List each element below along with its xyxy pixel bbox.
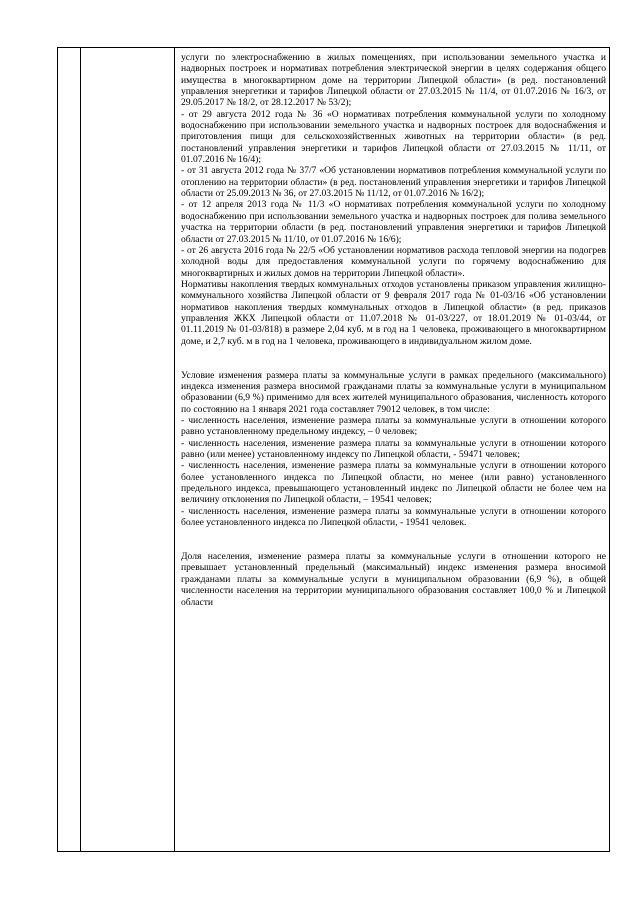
spacer (181, 347, 606, 358)
paragraph-cold-water-irrigation: - от 12 апреля 2013 года № 11/3 «О нормативах потребления коммунальной услуги по холодному водоснабжению при использовании земельного участка и надворных построек для полива земельного участка на территории области (в ред. постановлений управления энергетики и тарифов Липецкой области от 27.03.2015 № 11/10, от 01.07.2016 № 16/6); (181, 199, 606, 245)
paragraph-population-above-regional: - численность населения, изменение размера платы за коммунальные услуги в отношении которого более установленного индекса по Липецкой области, - 19541 человек. (181, 505, 606, 529)
paragraph-index-condition: Условие изменения размера платы за коммунальные услуги в рамках предельного (максимального) индекса изменения размера вносимой гражданами платы за коммунальные услуги в муниципальном образовании (6,9 %) применимо для всех жителей муниципального образования, численность которого по состоянию на 1 января 2021 года составляет 79012 человек, в том числе: (181, 369, 606, 415)
paragraph-population-between: - численность населения, изменение размера платы за коммунальные услуги в отношении которого более установленного индекса по Липецкой области, но менее (или равно) установленного предельного индекса, превышающего установленный индекс по Липецкой области не более чем на величину отклонения по Липецкой области, – 19541 человек; (181, 460, 606, 506)
spacer (181, 540, 606, 551)
paragraph-cold-water-livestock: - от 29 августа 2012 года № 36 «О нормативах потребления коммунальной услуги по холодному водоснабжению при использовании земельного участка и надворных построек для водоснабжения и приготовления пищи для сельскохозяйственных животных на территории области» (в ред. постановлений управления энергетики и тарифов Липецкой области от 27.03.2015 № 11/11, от 01.07.2016 № 16/4); (181, 108, 606, 166)
paragraph-population-share: Доля населения, изменение размера платы за коммунальные услуги в отношении которого не превышает установленный предельный (максимальный) индекс изменения размера вносимой гражданами платы за коммунальные услуги в муниципальном образовании (6,9 %), в общей численности населения на территории муниципального образования составляет 100,0 % и Липецкой области (181, 551, 606, 608)
paragraph-heating: - от 31 августа 2012 года № 37/7 «Об установлении нормативов потребления коммунальной услуги по отоплению на территории области» (в ред. постановлений управления энергетики и тарифов Липецкой области от 25.09.2013 № 36, от 27.03.2015 № 11/12, от 01.07.2016 № 16/2); (181, 165, 606, 200)
spacer (181, 528, 606, 539)
table-column-number (58, 48, 81, 851)
document-table (57, 47, 610, 852)
spacer (181, 358, 606, 369)
paragraph-heat-energy: - от 26 августа 2016 года № 22/5 «Об установлении нормативов расхода тепловой энергии на подогрев холодной воды для предоставления коммунальной услуги по горячему водоснабжению для многоквартирных и жилых домов на территории Липецкой области». (181, 244, 606, 279)
paragraph-solid-waste: Нормативы накопления твердых коммунальных отходов установлены приказом управления жилищно-коммунального хозяйства Липецкой области от 9 февраля 2017 года № 01-03/16 «Об установлении нормативов накопления твердых коммунальных отходов в Липецкой области» (в ред. приказов управления ЖКХ Липецкой области от 11.07.2018 № 01-03/227, от 18.01.2019 № 01-03/44, от 01.11.2019 № 01-03/818) в размере 2,04 куб. м в год на 1 человека, проживающего в многоквартирном доме, и 2,7 куб. м в год на 1 человека, проживающего в индивидуальном жилом доме. (181, 278, 606, 347)
table-cell-content (181, 52, 606, 849)
table-column-name (81, 48, 175, 851)
paragraph-population-equal-limit: - численность населения, изменение размера платы за коммунальные услуги в отношении которого равно установленному предельному индексу, – 0 человек; (181, 415, 606, 438)
paragraph-electricity: услуги по электроснабжению в жилых помещениях, при использовании земельного участка и надворных построек и нормативах потребления электрической энергии в целях содержания общего имущества в многоквартирном доме на территории Липецкой области» (в ред. постановлений управления энергетики и тарифов Липецкой области от 27.03.2015 № 11/4, от 01.07.2016 № 16/3, от 29.05.2017 № 18/2, от 28.12.2017 № 53/2); (181, 52, 606, 109)
paragraph-population-below-regional: - численность населения, изменение размера платы за коммунальные услуги в отношении которого равно (или менее) установленному индексу по Липецкой области, - 59471 человек; (181, 437, 606, 461)
